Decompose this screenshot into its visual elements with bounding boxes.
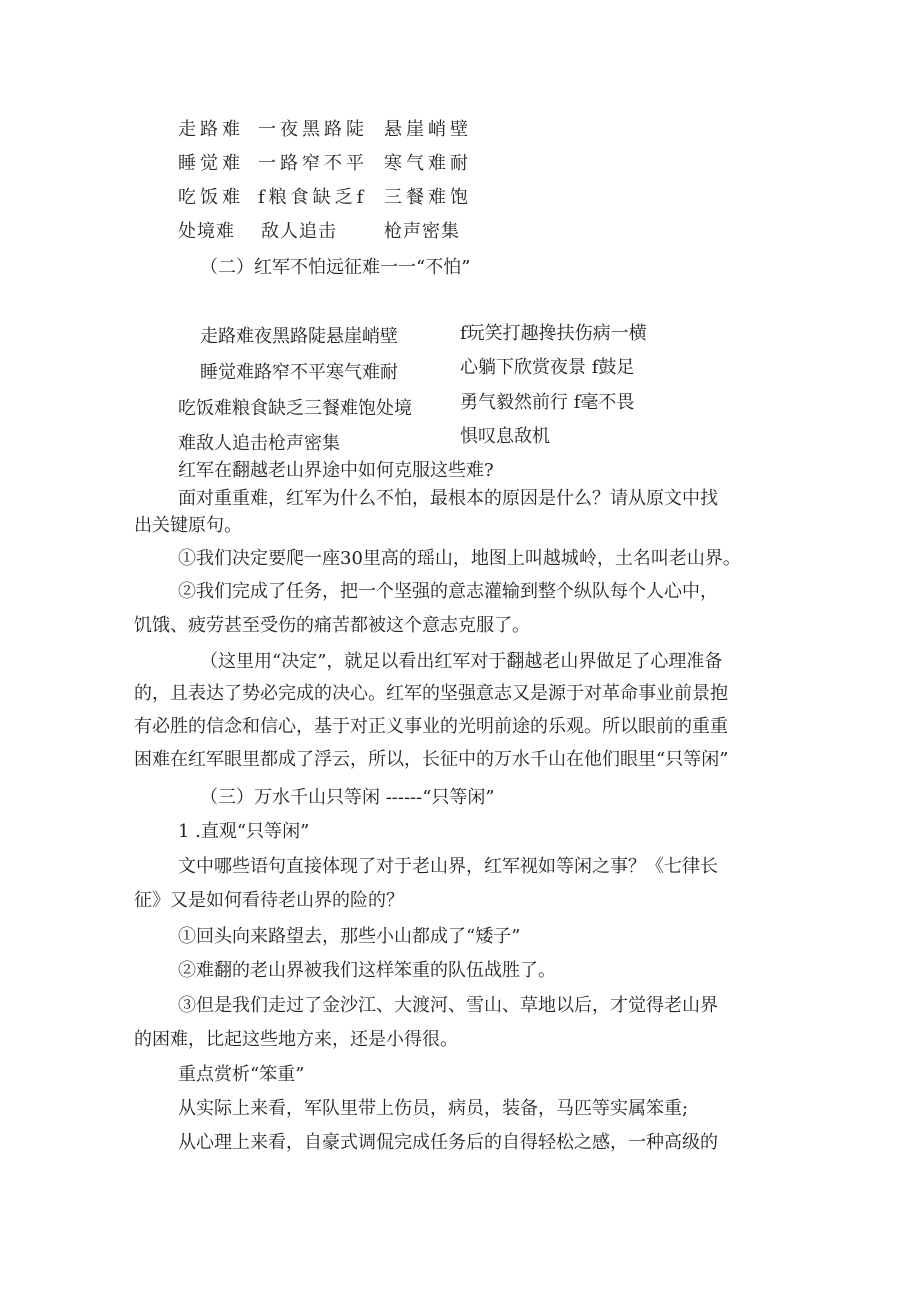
question-2-line2: 出关键原句。 [134, 515, 242, 536]
table1-row1-col2: 一夜黑路陡 [258, 119, 368, 140]
question-2-line1: 面对重重难，红军为什么不怕，最根本的原因是什么？请从原文中找 [178, 488, 718, 509]
question-1: 红军在翻越老山界途中如何克服这些难? [178, 460, 494, 481]
focus-line2: 从心理上来看，自豪式调侃完成任务后的自得轻松之感，一种高级的 [178, 1132, 718, 1153]
block2-left-line1: 走路难夜黑路陡悬崖峭壁 [200, 326, 398, 347]
block2-left-line2: 睡觉难路窄不平寒气难耐 [200, 362, 398, 383]
answer-1: ①我们决定要爬一座30里高的瑶山，地图上叫越城岭，土名叫老山界。 [178, 548, 741, 569]
section-heading-3: （三）万水千山只等闲 ------“只等闲” [200, 787, 495, 808]
quote-3-line2: 的困难，比起这些地方来，还是小得很。 [134, 1029, 458, 1050]
table1-row2-col1: 睡觉难 [178, 153, 244, 174]
question-3-line1: 文中哪些语句直接体现了对于老山界，红军视如等闲之事？《七律长 [178, 856, 718, 877]
table1-row2-col2: 一路窄不平 [258, 153, 368, 174]
table1-row2-col3: 寒气难耐 [384, 153, 472, 174]
commentary-line3: 有必胜的信念和信心，基于对正义事业的光明前途的乐观。所以眼前的重重 [134, 716, 728, 737]
table1-row3-col3: 三餐难饱 [384, 187, 472, 208]
answer-2-line1: ②我们完成了任务，把一个坚强的意志灌输到整个纵队每个人心中， [178, 581, 718, 602]
commentary-line1: （这里用“决定”，就足以看出红军对于翻越老山界做足了心理准备 [200, 651, 723, 672]
commentary-line2: 的，且表达了势必完成的决心。红军的坚强意志又是源于对革命事业前景抱 [134, 683, 728, 704]
table1-row1-col1: 走路难 [178, 119, 244, 140]
focus-heading: 重点赏析“笨重” [178, 1064, 305, 1085]
block2-right-line1: f玩笑打趣搀扶伤病一横 [460, 323, 647, 344]
block2-right-line2: 心躺下欣赏夜景 f鼓足 [460, 357, 635, 378]
subheading-1: 1 .直观“只等闲” [178, 821, 310, 842]
quote-2: ②难翻的老山界被我们这样笨重的队伍战胜了。 [178, 960, 556, 981]
quote-1: ①回头向来路望去，那些小山都成了“矮子” [178, 926, 521, 947]
section-heading-2: （二）红军不怕远征难一一“不怕” [200, 257, 471, 278]
table1-row4-col2: 敌人追击 [261, 221, 337, 242]
commentary-line4: 困难在红军眼里都成了浮云，所以，长征中的万水千山在他们眼里“只等闲” [134, 749, 729, 770]
quote-3-line1: ③但是我们走过了金沙江、大渡河、雪山、草地以后，才觉得老山界 [178, 995, 718, 1016]
answer-2-line2: 饥饿、疲劳甚至受伤的痛苦都被这个意志克服了。 [134, 615, 530, 636]
focus-line1: 从实际上来看，军队里带上伤员，病员，装备，马匹等实属笨重; [178, 1098, 689, 1119]
table1-row1-col3: 悬崖峭壁 [384, 119, 472, 140]
block2-left-line3: 吃饭难粮食缺乏三餐难饱处境 [178, 398, 412, 419]
table1-row3-col1: 吃饭难 [178, 187, 244, 208]
block2-right-line3: 勇气毅然前行 f毫不畏 [460, 392, 635, 413]
table1-row4-col1: 处境难 [178, 221, 235, 242]
table1-row3-col2: f粮食缺乏f [258, 187, 368, 208]
question-3-line2: 征》又是如何看待老山界的险的？ [134, 890, 404, 911]
table1-row4-col3: 枪声密集 [384, 221, 460, 242]
block2-right-line4: 惧叹息敌机 [460, 426, 550, 447]
block2-left-line4: 难敌人追击枪声密集 [178, 433, 340, 454]
